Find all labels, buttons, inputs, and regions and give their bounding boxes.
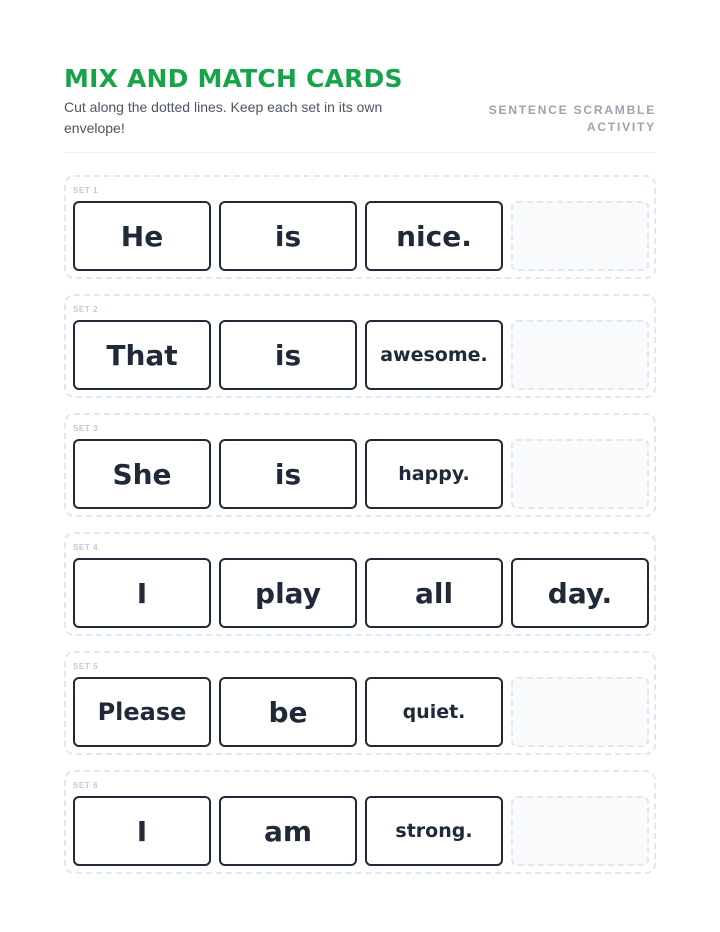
activity-tag-line-1: SENTENCE SCRAMBLE — [488, 103, 656, 117]
word-card: She — [73, 439, 211, 509]
card-set-5 — [64, 651, 656, 755]
word-card: happy. — [365, 439, 503, 509]
page-title: MIX AND MATCH CARDS — [64, 64, 403, 93]
word-card: day. — [511, 558, 649, 628]
card-row — [73, 677, 649, 747]
set-label: SET 3 — [73, 424, 99, 433]
card-set-2 — [64, 294, 656, 398]
blank-card — [511, 439, 649, 509]
word-card: awesome. — [365, 320, 503, 390]
set-label: SET 1 — [73, 186, 99, 195]
word-card: nice. — [365, 201, 503, 271]
card-set-4 — [64, 532, 656, 636]
card-row — [73, 201, 649, 271]
word-card: is — [219, 320, 357, 390]
activity-tag-line-2: ACTIVITY — [586, 120, 656, 134]
header-divider — [64, 152, 656, 153]
activity-tag — [476, 102, 656, 136]
word-card: am — [219, 796, 357, 866]
card-row — [73, 320, 649, 390]
card-set-3 — [64, 413, 656, 517]
blank-card — [511, 677, 649, 747]
card-set-1 — [64, 175, 656, 279]
word-card: quiet. — [365, 677, 503, 747]
blank-card — [511, 201, 649, 271]
blank-card — [511, 320, 649, 390]
blank-card — [511, 796, 649, 866]
word-card: is — [219, 201, 357, 271]
word-card: be — [219, 677, 357, 747]
card-set-6 — [64, 770, 656, 874]
card-sets — [64, 175, 656, 889]
word-card: is — [219, 439, 357, 509]
card-row — [73, 796, 649, 866]
word-card: I — [73, 558, 211, 628]
instructions-text: Cut along the dotted lines. Keep each set in its own envelope! — [64, 99, 383, 136]
word-card: Please — [73, 677, 211, 747]
word-card: That — [73, 320, 211, 390]
set-label: SET 5 — [73, 662, 99, 671]
word-card: play — [219, 558, 357, 628]
word-card: He — [73, 201, 211, 271]
card-row — [73, 558, 649, 628]
worksheet-header — [64, 62, 656, 154]
set-label: SET 6 — [73, 781, 99, 790]
word-card: strong. — [365, 796, 503, 866]
set-label: SET 4 — [73, 543, 99, 552]
word-card: all — [365, 558, 503, 628]
set-label: SET 2 — [73, 305, 99, 314]
card-row — [73, 439, 649, 509]
word-card: I — [73, 796, 211, 866]
